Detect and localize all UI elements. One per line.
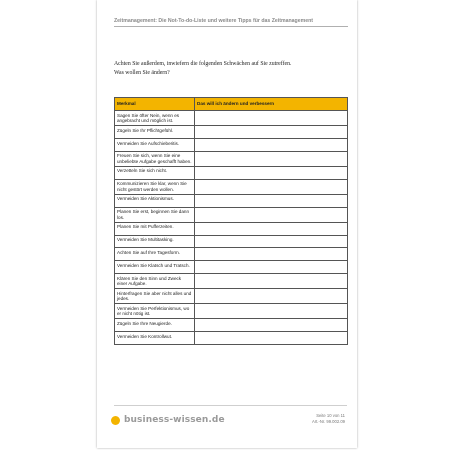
- title-divider: [114, 26, 348, 27]
- table-row: [115, 194, 348, 207]
- table-row: [115, 151, 348, 166]
- change-input-cell[interactable]: [195, 207, 348, 222]
- change-input-cell[interactable]: [195, 273, 348, 288]
- merkmal-cell: Vermeiden Sie Perfektionismus, wo er nicht nötig ist.: [115, 304, 195, 319]
- table-row: [115, 110, 348, 125]
- intro-line-1: Achten Sie außerdem, inwiefern die folgenden Schwächen auf Sie zutreffen.: [114, 61, 292, 67]
- page-number: Seite 10 von 11: [316, 413, 345, 418]
- table-row: [115, 248, 348, 261]
- merkmal-cell: Vermeiden Sie Multitasking.: [115, 235, 195, 248]
- change-input-cell[interactable]: [195, 194, 348, 207]
- table-row: [115, 319, 348, 332]
- page-info: [312, 413, 345, 426]
- table-row: [115, 138, 348, 151]
- change-input-cell[interactable]: [195, 166, 348, 179]
- table-row: [115, 207, 348, 222]
- change-input-cell[interactable]: [195, 248, 348, 261]
- intro-text: [114, 60, 344, 78]
- change-input-cell[interactable]: [195, 151, 348, 166]
- table-row: [115, 332, 348, 345]
- change-input-cell[interactable]: [195, 235, 348, 248]
- change-input-cell[interactable]: [195, 179, 348, 194]
- table-row: [115, 166, 348, 179]
- article-number: Art.-Nr. 99.002.09: [311, 419, 345, 425]
- table-row: [115, 126, 348, 139]
- document-title: Zeitmanagement: Die Not-To-do-Liste und weitere Tipps für das Zeitmanagement: [114, 18, 313, 24]
- document-page: [97, 0, 357, 448]
- change-input-cell[interactable]: [195, 332, 348, 345]
- logo-text: business-wissen.de: [124, 415, 225, 425]
- merkmal-cell: Vermeiden Sie Aktionismus.: [115, 194, 195, 207]
- change-input-cell[interactable]: [195, 138, 348, 151]
- merkmal-cell: Sagen Sie öfter Nein, wenn es angebracht und möglich ist.: [115, 110, 195, 125]
- change-input-cell[interactable]: [195, 222, 348, 235]
- merkmal-cell: Vermeiden Sie Kontrollwut.: [115, 332, 195, 345]
- merkmal-cell: Vermeiden Sie Klatsch und Tratsch.: [115, 261, 195, 274]
- logo-dot-icon: [111, 416, 120, 425]
- table-row: [115, 261, 348, 274]
- table-header-row: [115, 98, 348, 111]
- table-row: [115, 179, 348, 194]
- merkmal-cell: Planen Sie mit Pufferzeiten.: [115, 222, 195, 235]
- merkmal-cell: Vermeiden Sie Aufschieberitis.: [115, 138, 195, 151]
- intro-line-2: Was wollen Sie ändern?: [114, 70, 170, 76]
- merkmal-cell: Verzetteln Sie sich nicht.: [115, 166, 195, 179]
- table-row: [115, 289, 348, 304]
- merkmal-cell: Klären Sie den Sinn und Zweck einer Aufgabe.: [115, 273, 195, 288]
- change-input-cell[interactable]: [195, 261, 348, 274]
- change-input-cell[interactable]: [195, 126, 348, 139]
- table-row: [115, 273, 348, 288]
- change-input-cell[interactable]: [195, 304, 348, 319]
- table-row: [115, 304, 348, 319]
- merkmal-cell: Zügeln Sie Ihr Pflichtgefühl.: [115, 126, 195, 139]
- footer-divider: [114, 405, 347, 406]
- change-input-cell[interactable]: [195, 289, 348, 304]
- merkmal-cell: Kommunizieren Sie klar, wenn Sie nicht gestört werden wollen.: [115, 179, 195, 194]
- merkmal-cell: Zügeln Sie Ihre Neugierde.: [115, 319, 195, 332]
- table-row: [115, 222, 348, 235]
- header-change: Das will ich ändern und verbessern: [195, 98, 348, 111]
- checklist-table: [114, 97, 348, 345]
- merkmal-cell: Freuen Sie sich, wenn Sie eine unbeliebte Aufgabe geschafft haben.: [115, 151, 195, 166]
- table-row: [115, 235, 348, 248]
- merkmal-cell: Planen Sie erst, beginnen Sie dann los.: [115, 207, 195, 222]
- header-merkmal: Merkmal: [115, 98, 195, 111]
- merkmal-cell: Hinterfragen Sie aber nicht alles und jedes.: [115, 289, 195, 304]
- business-wissen-logo: [111, 415, 225, 425]
- change-input-cell[interactable]: [195, 110, 348, 125]
- merkmal-cell: Achten Sie auf Ihre Tagesform.: [115, 248, 195, 261]
- change-input-cell[interactable]: [195, 319, 348, 332]
